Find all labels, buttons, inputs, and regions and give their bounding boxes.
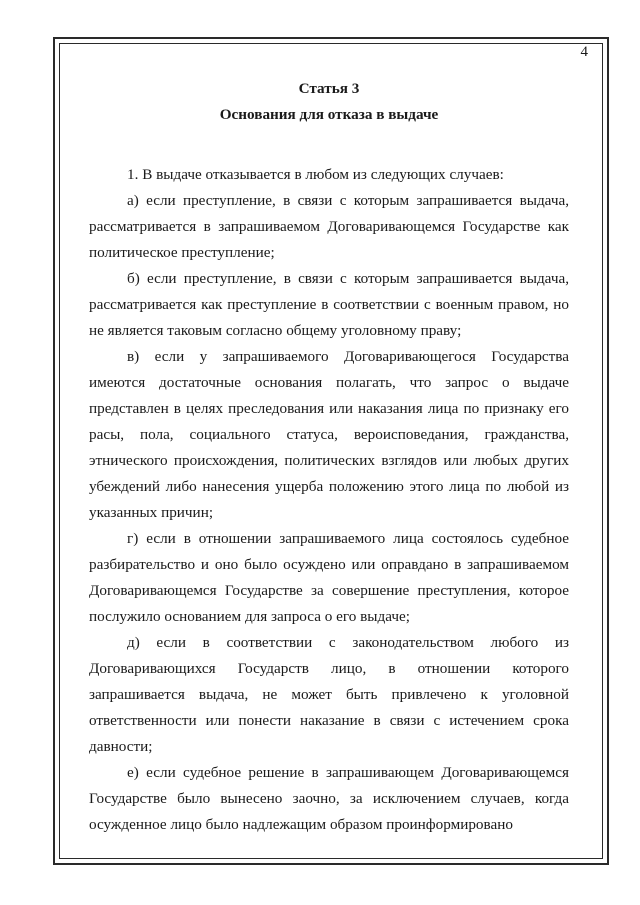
paragraph-item-g: г) если в отношении запрашиваемого лица состоялось судебное разбирательство и оно было осуждено или оправдано в запрашиваемом Договаривающемся Государстве за совершение преступления, которое послужило основанием для запроса о его выдаче; bbox=[89, 530, 569, 625]
paragraph-item-e: е) если судебное решение в запрашивающем Договаривающемся Государстве было вынесено заочно, за исключением случаев, когда осужденное лицо было надлежащим образом проинформировано bbox=[89, 764, 569, 833]
article-title: Статья 3 bbox=[298, 80, 360, 97]
paragraph-item-b: б) если преступление, в связи с которым запрашивается выдача, рассматривается как преступление в соответствии с военным правом, но не является таковым согласно общему уголовному праву; bbox=[89, 270, 569, 339]
paragraph-item-v: в) если у запрашиваемого Договаривающегося Государства имеются достаточные основания полагать, что запрос о выдаче представлен в целях преследования или наказания лица по признаку его расы, пола, социального статуса, вероисповедания, гражданства, этнического происхождения, политических взглядов или любых других убеждений либо нанесения ущерба положению этого лица по любой из указанных причин; bbox=[89, 348, 569, 521]
document-body bbox=[89, 76, 569, 838]
article-heading: Основания для отказа в выдаче bbox=[219, 106, 439, 123]
page-number: 4 bbox=[580, 44, 588, 60]
paragraph-item-a: а) если преступление, в связи с которым запрашивается выдача, рассматривается в запрашиваемом Договаривающемся Государстве как политическое преступление; bbox=[89, 192, 569, 261]
paragraph-item-d: д) если в соответствии с законодательством любого из Договаривающихся Государств лицо, в отношении которого запрашивается выдача, не может быть привлечено к уголовной ответственности или понести наказание в связи с истечением срока давности; bbox=[89, 634, 569, 755]
paragraph-intro: 1. В выдаче отказывается в любом из следующих случаев: bbox=[127, 166, 504, 183]
